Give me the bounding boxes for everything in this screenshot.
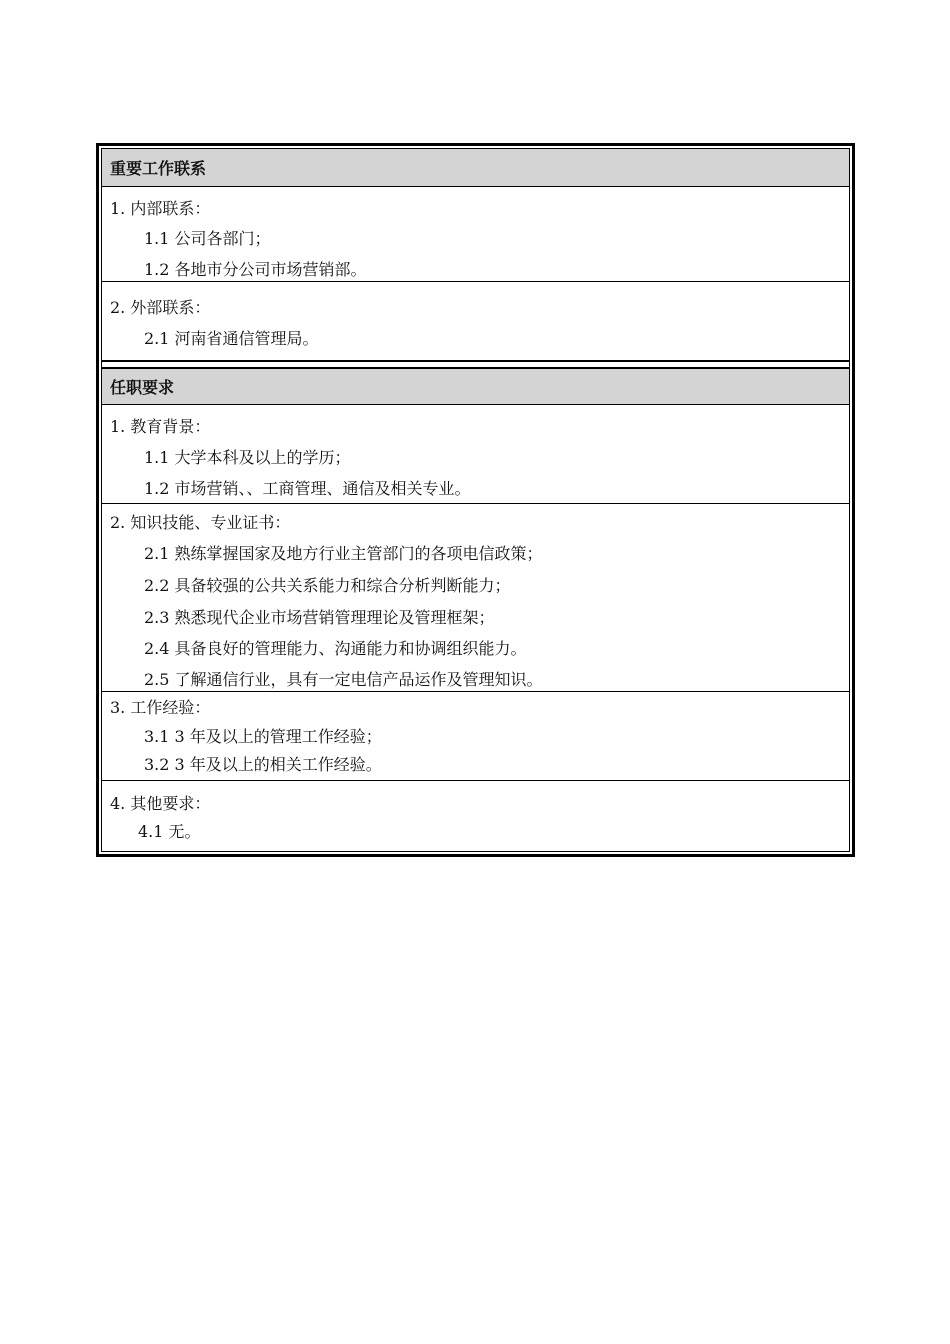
group-heading: 2. 知识技能、专业证书： [110,513,291,532]
group-work-experience [102,692,849,781]
group-heading: 1. 内部联系： [110,199,211,218]
section-title: 重要工作联系 [110,159,207,178]
list-item: 1.2 市场营销、、工商管理、通信及相关专业。 [144,479,471,498]
group-external-relations [102,282,849,358]
list-item: 1.1 公司各部门； [144,229,271,248]
list-item: 2.1 熟练掌握国家及地方行业主管部门的各项电信政策； [144,544,543,563]
list-item: 2.4 具备良好的管理能力、沟通能力和协调组织能力。 [144,639,527,658]
list-item: 2.2 具备较强的公共关系能力和综合分析判断能力； [144,576,511,595]
group-heading: 3. 工作经验： [110,698,211,717]
group-heading: 2. 外部联系： [110,298,211,317]
section-title: 任职要求 [110,378,175,397]
group-heading: 1. 教育背景： [110,417,211,436]
group-education [102,405,849,504]
group-skills-certificates [102,504,849,692]
list-item: 3.1 3 年及以上的管理工作经验； [144,727,382,746]
job-description-table [96,143,855,857]
list-item: 2.1 河南省通信管理局。 [144,329,319,348]
section-divider [102,360,849,369]
table-inner-border [101,148,850,852]
list-item: 2.3 熟悉现代企业市场营销管理理论及管理框架； [144,608,495,627]
list-item: 3.2 3 年及以上的相关工作经验。 [144,755,382,774]
list-item: 2.5 了解通信行业，具有一定电信产品运作及管理知识。 [144,670,543,689]
group-heading: 4. 其他要求： [110,794,211,813]
list-item: 1.2 各地市分公司市场营销部。 [144,260,367,279]
section-header-job-requirements [102,369,849,405]
group-other-requirements [102,781,849,851]
list-item: 4.1 无。 [138,822,201,841]
list-item: 1.1 大学本科及以上的学历； [144,448,351,467]
group-internal-relations [102,187,849,282]
section-header-work-relations [102,149,849,187]
